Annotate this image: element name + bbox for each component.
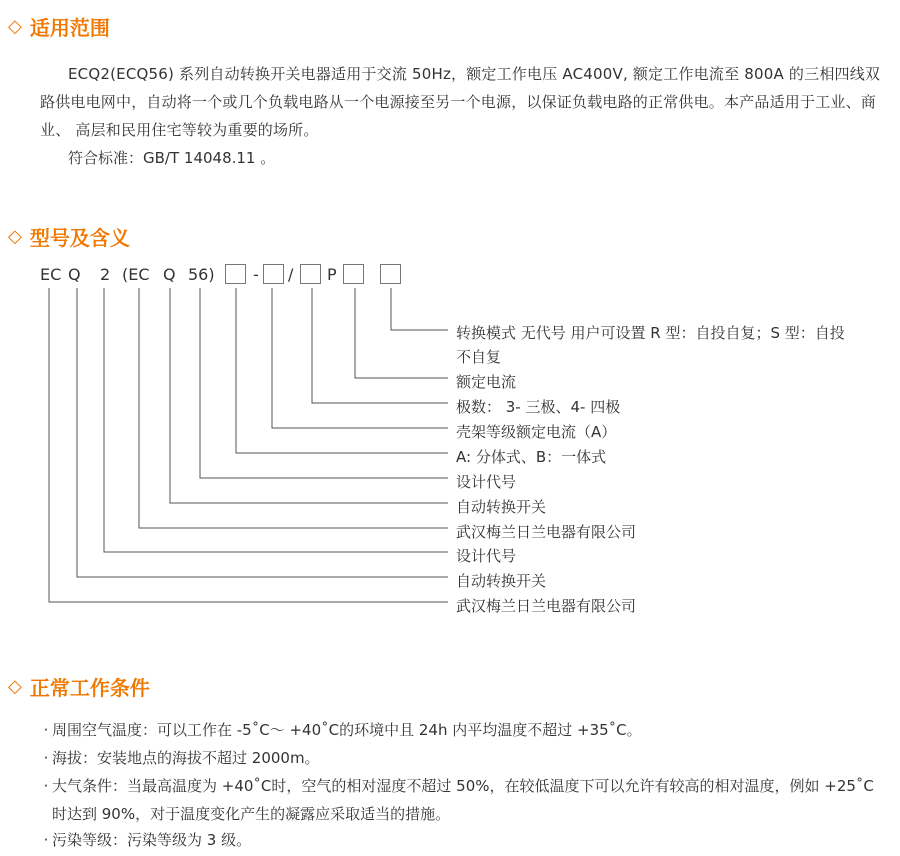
diamond-outline-icon: ◇ xyxy=(8,226,22,247)
leader-line xyxy=(49,288,448,602)
bullet-icon: · xyxy=(43,831,49,849)
desc-rated-current: 额定电流 xyxy=(456,373,517,391)
code-char-56-paren: 56) xyxy=(188,265,215,284)
bullet-icon: · xyxy=(43,749,49,767)
desc-company: 武汉梅兰日兰电器有限公司 xyxy=(456,523,637,541)
desc-design-code-2: 设计代号 xyxy=(456,547,517,565)
section-title-conditions-text: 正常工作条件 xyxy=(29,676,150,700)
leader-line xyxy=(312,288,448,403)
scope-standard: 符合标准：GB/T 14048.11 。 xyxy=(68,149,276,167)
condition-item-pollution xyxy=(40,826,888,854)
code-char-p: P xyxy=(327,265,337,284)
code-char-q-2: Q xyxy=(163,265,176,284)
desc-design-code: 设计代号 xyxy=(456,473,517,491)
leader-line xyxy=(77,288,448,577)
desc-poles: 极数： 3- 三极、4- 四极 xyxy=(456,398,621,416)
code-char-ec: EC xyxy=(40,265,62,284)
leader-line xyxy=(391,288,448,330)
code-char-slash: / xyxy=(288,265,294,284)
leader-line xyxy=(200,288,448,478)
section-title-conditions xyxy=(8,672,150,701)
leader-line xyxy=(355,288,448,378)
condition-text: 周围空气温度：可以工作在 -5˚C～ +40˚C的环境中且 24h 内平均温度不超过 +35˚C。 xyxy=(52,721,642,739)
desc-ats: 自动转换开关 xyxy=(456,498,547,516)
condition-text: 海拔：安装地点的海拔不超过 2000m。 xyxy=(52,749,320,767)
desc-company-2: 武汉梅兰日兰电器有限公司 xyxy=(456,597,637,615)
desc-frame-current: 壳架等级额定电流（A） xyxy=(456,423,617,441)
code-char-2: 2 xyxy=(100,265,111,284)
desc-ats-2: 自动转换开关 xyxy=(456,572,547,590)
leader-line xyxy=(104,288,448,552)
condition-item-temperature xyxy=(40,716,888,744)
condition-text: 大气条件：当最高温度为 +40˚C时，空气的相对湿度不超过 50%，在较低温度下可以允许有较高的相对温度，例如 +25˚C时达到 90%，对于温度变化产生的凝露应采取适当的措施。 xyxy=(52,777,874,823)
leader-line xyxy=(139,288,448,528)
code-char-paren-ec: (EC xyxy=(122,265,150,284)
section-title-model-text: 型号及含义 xyxy=(29,226,130,250)
bullet-icon: · xyxy=(43,777,49,795)
code-char-q: Q xyxy=(68,265,81,284)
bullet-icon: · xyxy=(43,721,49,739)
diamond-outline-icon: ◇ xyxy=(8,676,22,697)
scope-paragraph: ECQ2(ECQ56) 系列自动转换开关电器适用于交流 50Hz，额定工作电压 AC400V, 额定工作电流至 800A 的三相四线双路供电电网中，自动将一个或几个负载电路从一个电源接至另一个电源，以保证负载电路的正常供电。本产品适用于工业、商业、 高层和民用住宅等较为重要的场所。 xyxy=(40,65,881,139)
desc-transfer-mode-cont: 不自复 xyxy=(456,348,502,366)
code-char-dash: - xyxy=(253,265,259,284)
section-title-scope-text: 适用范围 xyxy=(29,16,110,40)
condition-item-altitude xyxy=(40,744,888,772)
desc-transfer-mode: 转换模式 无代号 用户可设置 R 型：自投自复；S 型：自投 xyxy=(456,324,845,342)
condition-text: 污染等级：污染等级为 3 级。 xyxy=(52,831,252,849)
desc-type: A: 分体式、B：一体式 xyxy=(456,448,607,466)
diamond-outline-icon: ◇ xyxy=(8,16,22,37)
condition-item-atmosphere xyxy=(40,772,888,828)
leader-line xyxy=(170,288,448,503)
leader-line xyxy=(272,288,448,428)
